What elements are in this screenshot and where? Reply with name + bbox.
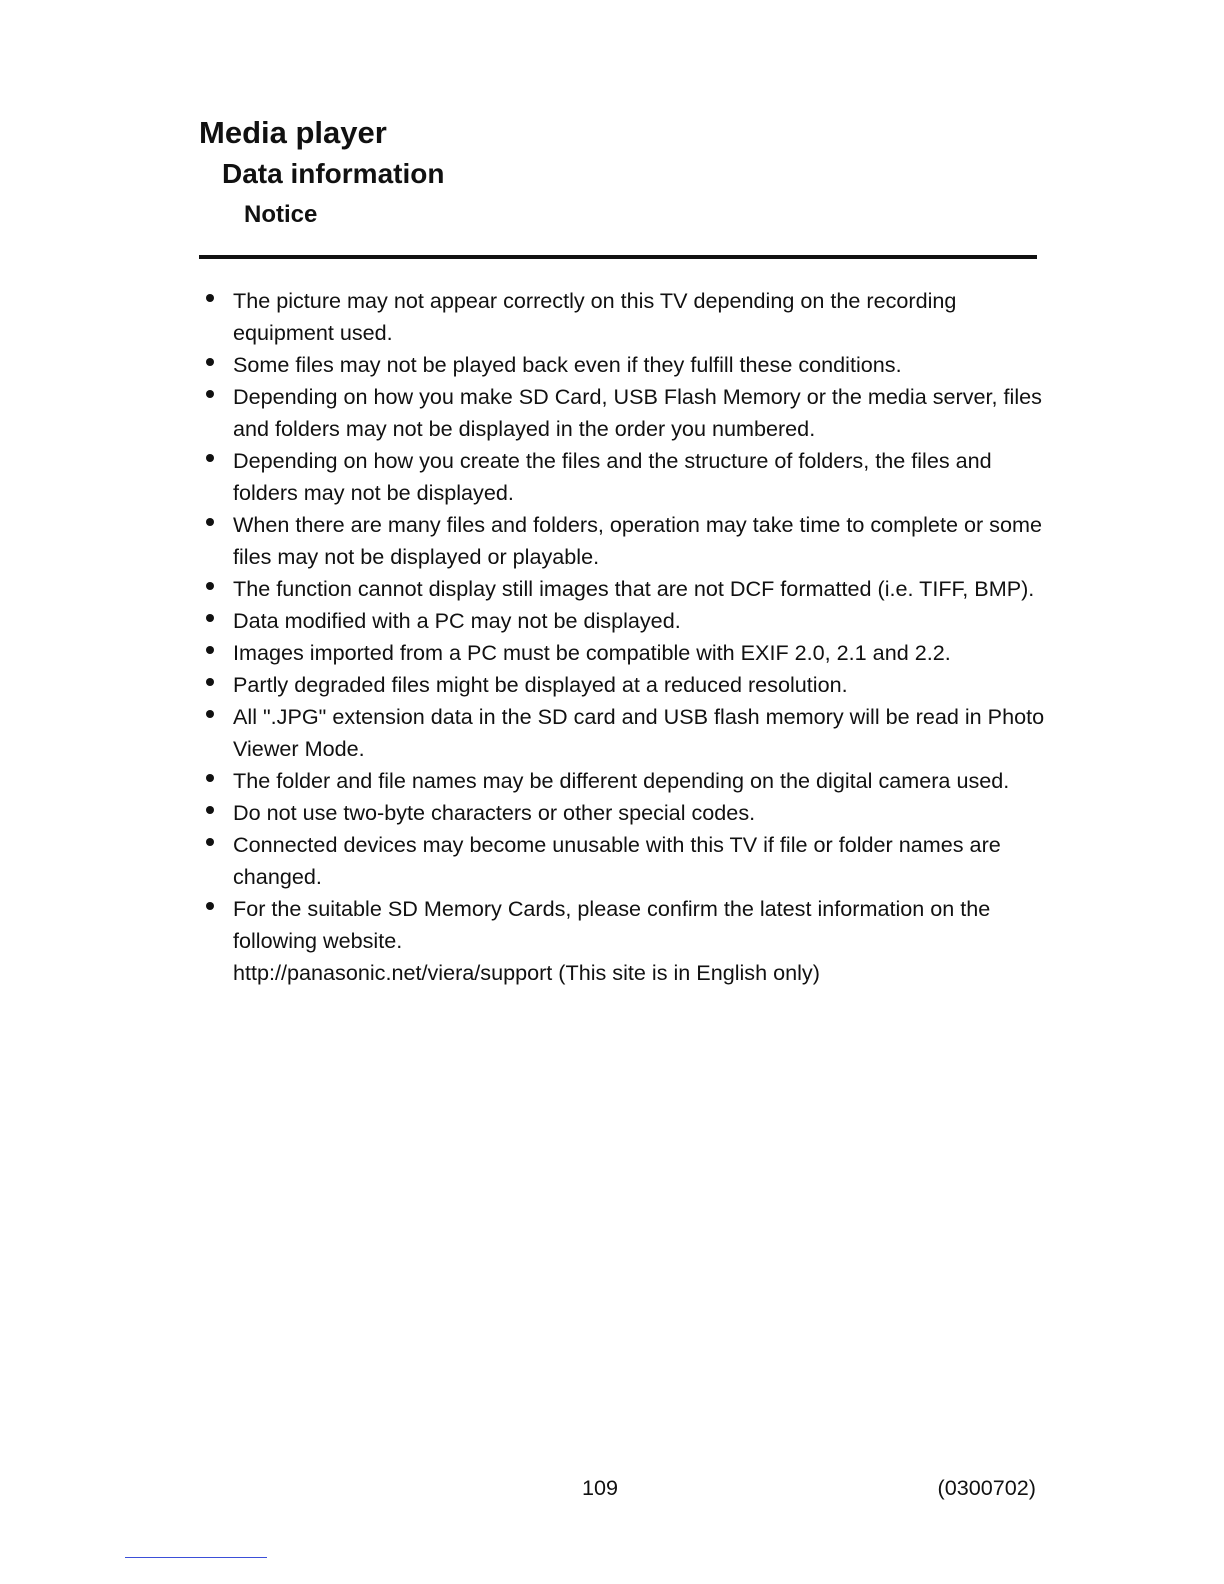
notice-text: Images imported from a PC must be compatible with EXIF 2.0, 2.1 and 2.2. bbox=[233, 640, 951, 665]
notice-text: Depending on how you create the files and the structure of folders, the files and folders may not be displayed. bbox=[233, 448, 992, 505]
list-item bbox=[199, 285, 1049, 349]
notice-list bbox=[199, 285, 1049, 989]
list-item bbox=[199, 509, 1049, 573]
bullet-icon bbox=[206, 678, 214, 686]
notice-text: Connected devices may become unusable with this TV if file or folder names are changed. bbox=[233, 832, 1001, 889]
bullet-icon bbox=[206, 582, 214, 590]
list-item bbox=[199, 637, 1049, 669]
notice-text: The picture may not appear correctly on this TV depending on the recording equipment used. bbox=[233, 288, 957, 345]
bullet-icon bbox=[206, 518, 214, 526]
page-title: Media player bbox=[199, 115, 387, 150]
list-item bbox=[199, 445, 1049, 509]
bullet-icon bbox=[206, 902, 214, 910]
list-item bbox=[199, 573, 1049, 605]
notice-text: Some files may not be played back even if they fulfill these conditions. bbox=[233, 352, 902, 377]
list-item bbox=[199, 893, 1049, 989]
list-item bbox=[199, 701, 1049, 765]
website-url: http://panasonic.net/viera/support (This site is in English only) bbox=[233, 960, 820, 985]
list-item bbox=[199, 765, 1049, 797]
bullet-icon bbox=[206, 358, 214, 366]
notice-text: All ".JPG" extension data in the SD card and USB flash memory will be read in Photo Viewer Mode. bbox=[233, 704, 1045, 761]
notice-text: The function cannot display still images that are not DCF formatted (i.e. TIFF, BMP). bbox=[233, 576, 1035, 601]
bullet-icon bbox=[206, 774, 214, 782]
bullet-icon bbox=[206, 390, 214, 398]
subsection-title: Notice bbox=[244, 201, 318, 228]
link-underline bbox=[125, 1557, 267, 1558]
notice-text: Do not use two-byte characters or other special codes. bbox=[233, 800, 756, 825]
notice-text: Partly degraded files might be displayed at a reduced resolution. bbox=[233, 672, 848, 697]
bullet-icon bbox=[206, 806, 214, 814]
list-item bbox=[199, 829, 1049, 893]
list-item bbox=[199, 797, 1049, 829]
list-item bbox=[199, 349, 1049, 381]
notice-text: Data modified with a PC may not be displayed. bbox=[233, 608, 681, 633]
bullet-icon bbox=[206, 838, 214, 846]
notice-text: Depending on how you make SD Card, USB Flash Memory or the media server, files and folders may not be displayed in the order you numbered. bbox=[233, 384, 1042, 441]
document-code: (0300702) bbox=[937, 1475, 1036, 1500]
notice-text: When there are many files and folders, operation may take time to complete or some files may not be displayed or playable. bbox=[233, 512, 1042, 569]
section-title: Data information bbox=[222, 158, 445, 189]
bullet-icon bbox=[206, 614, 214, 622]
list-item bbox=[199, 669, 1049, 701]
bullet-icon bbox=[206, 646, 214, 654]
notice-text: For the suitable SD Memory Cards, please confirm the latest information on the following website. bbox=[233, 896, 991, 953]
page-number: 109 bbox=[582, 1475, 619, 1500]
bullet-icon bbox=[206, 710, 214, 718]
notice-text: The folder and file names may be different depending on the digital camera used. bbox=[233, 768, 1010, 793]
bullet-icon bbox=[206, 454, 214, 462]
header-divider bbox=[199, 255, 1037, 259]
list-item bbox=[199, 605, 1049, 637]
bullet-icon bbox=[206, 294, 214, 302]
list-item bbox=[199, 381, 1049, 445]
